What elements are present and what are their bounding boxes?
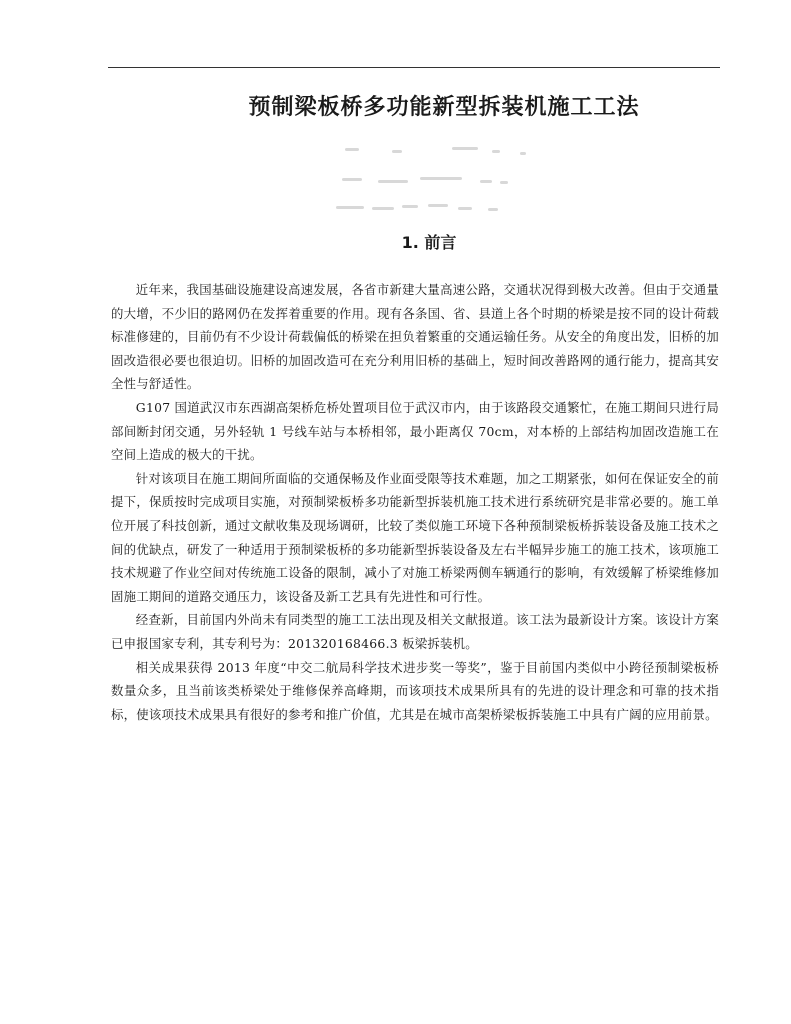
section-heading: 1. 前言 xyxy=(401,233,457,252)
paragraph: 针对该项目在施工期间所面临的交通保畅及作业面受限等技术难题，加之工期紧张，如何在保证安全的前提下，保质按时完成项目实施，对预制梁板桥多功能新型拆装机施工技术进行系统研究是非常必要的。施工单位开展了科技创新，通过文献收集及现场调研，比较了类似施工环境下各种预制梁板桥拆装设备及施工技术之间的优缺点，研发了一种适用于预制梁板桥的多功能新型拆装设备及左右半幅异步施工的施工技术，该项施工技术规避了作业空间对传统施工设备的限制，减小了对施工桥梁两侧车辆通行的影响，有效缓解了桥梁维修加固施工期间的道路交通压力，该设备及新工艺具有先进性和可行性。 xyxy=(111,470,719,604)
body-text xyxy=(111,278,719,726)
paragraph: G107 国道武汉市东西湖高架桥危桥处置项目位于武汉市内，由于该路段交通繁忙，在施工期间只进行局部间断封闭交通，另外轻轨 1 号线车站与本桥相邻，最小距离仅 70cm，对本桥的上部结构加固改造施工在空间上造成的极大的干扰。 xyxy=(111,399,719,463)
header-rule xyxy=(108,67,720,68)
document-title: 预制梁板桥多功能新型拆装机施工工法 xyxy=(248,95,640,120)
paragraph: 经查新，目前国内外尚未有同类型的施工工法出现及相关文献报道。该工法为最新设计方案。该设计方案已申报国家专利，其专利号为：201320168466.3 板梁拆装机。 xyxy=(111,612,719,651)
paragraph: 相关成果获得 2013 年度“中交二航局科学技术进步奖一等奖”，鉴于目前国内类似中小跨径预制梁板桥数量众多，且当前该类桥梁处于维修保养高峰期，而该项技术成果所具有的先进的设计理念和可靠的技术指标，使该项技术成果具有很好的参考和推广价值，尤其是在城市高架桥梁板拆装施工中具有广阔的应用前景。 xyxy=(111,659,719,722)
paragraph: 近年来，我国基础设施建设高速发展，各省市新建大量高速公路，交通状况得到极大改善。但由于交通量的大增，不少旧的路网仍在发挥着重要的作用。现有各条国、省、县道上各个时期的桥梁是按不同的设计荷载标准修建的，目前仍有不少设计荷载偏低的桥梁在担负着繁重的交通运输任务。从安全的角度出发，旧桥的加固改造很必要也很迫切。旧桥的加固改造可在充分利用旧桥的基础上，短时间改善路网的通行能力，提高其安全性与舒适性。 xyxy=(111,282,719,392)
